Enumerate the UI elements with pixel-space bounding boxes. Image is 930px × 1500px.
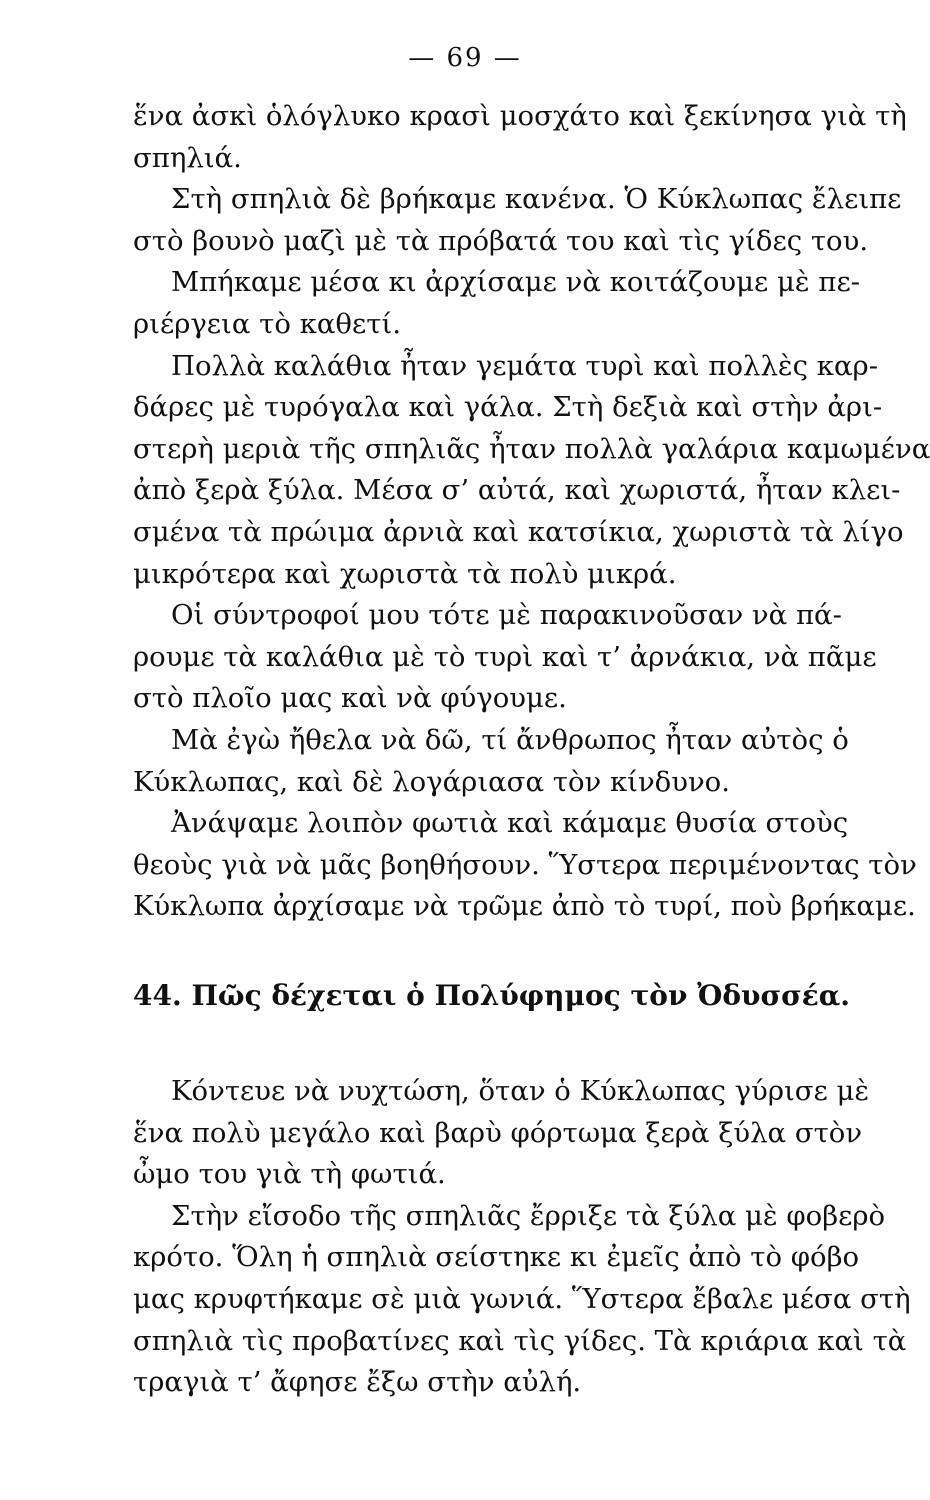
text-line: σμένα τὰ πρώιμα ἀρνιὰ καὶ κατσίκια, χωριστὰ τὰ λίγο — [133, 515, 904, 548]
section-heading: 44. Πῶς δέχεται ὁ Πολύφημος τὸν Ὀδυσσέα. — [133, 979, 851, 1012]
text-line: Κύκλωπας, καὶ δὲ λογάριασα τὸν κίνδυνο. — [133, 765, 730, 798]
text-line: στὸ βουνὸ μαζὶ μὲ τὰ πρόβατά του καὶ τὶς γίδες του. — [133, 224, 869, 257]
text-line: σπηλιὰ τὶς προβατίνες καὶ τὶς γίδες. Τὰ κριάρια καὶ τὰ — [133, 1324, 907, 1357]
text-line: Στὴν εἴσοδο τῆς σπηλιᾶς ἔρριξε τὰ ξύλα μὲ φοβερὸ — [171, 1199, 886, 1232]
text-section-1 — [133, 96, 930, 928]
text-line: Κόντευε νὰ νυχτώση, ὅταν ὁ Κύκλωπας γύρισε μὲ — [171, 1075, 870, 1107]
text-line: στὸ πλοῖο μας καὶ νὰ φύγουμε. — [133, 682, 567, 715]
page-number: — 69 — — [408, 43, 522, 73]
text-line: ὦμο του γιὰ τὴ φωτιά. — [133, 1158, 446, 1191]
text-line: ἕνα πολὺ μεγάλο καὶ βαρὺ φόρτωμα ξερὰ ξύλα στὸν — [133, 1116, 863, 1149]
text-line: μικρότερα καὶ χωριστὰ τὰ πολὺ μικρά. — [133, 557, 677, 590]
text-line: σπηλιά. — [133, 141, 242, 174]
text-line: θεοὺς γιὰ νὰ μᾶς βοηθήσουν. Ὕστερα περιμένοντας τὸν — [133, 848, 917, 881]
text-line: κρότο. Ὅλη ἡ σπηλιὰ σείστηκε κι ἐμεῖς ἀπὸ τὸ φόβο — [133, 1241, 860, 1274]
text-line: τραγιὰ τ’ ἄφησε ἔξω στὴν αὐλή. — [133, 1366, 582, 1399]
text-line: ἕνα ἀσκὶ ὁλόγλυκο κρασὶ μοσχάτο καὶ ξεκίνησα γιὰ τὴ — [133, 100, 907, 132]
text-line: ριέργεια τὸ καθετί. — [133, 307, 401, 340]
text-line: Πολλὰ καλάθια ἦταν γεμάτα τυρὶ καὶ πολλὲς καρ- — [171, 349, 878, 382]
text-line: ρουμε τὰ καλάθια μὲ τὸ τυρὶ καὶ τ’ ἀρνάκια, νὰ πᾶμε — [133, 640, 877, 673]
text-line: Μὰ ἐγὼ ἤθελα νὰ δῶ, τί ἄνθρωπος ἦταν αὐτὸς ὁ — [171, 723, 849, 756]
text-line: Ἀνάψαμε λοιπὸν φωτιὰ καὶ κάμαμε θυσία στοὺς — [171, 807, 849, 840]
text-line: Στὴ σπηλιὰ δὲ βρήκαμε κανένα. Ὁ Κύκλωπας ἔλειπε — [171, 183, 902, 216]
text-line: Κύκλωπα ἀρχίσαμε νὰ τρῶμε ἀπὸ τὸ τυρί, ποὺ βρήκαμε. — [133, 890, 916, 923]
text-line: στερὴ μεριὰ τῆς σπηλιᾶς ἦταν πολλὰ γαλάρια καμωμένα — [133, 432, 930, 465]
text-line: Μπήκαμε μέσα κι ἀρχίσαμε νὰ κοιτάζουμε μὲ πε- — [171, 266, 860, 299]
text-line: δάρες μὲ τυρόγαλα καὶ γάλα. Στὴ δεξιὰ καὶ στὴν ἀρι- — [133, 391, 883, 424]
text-line: μας κρυφτήκαμε σὲ μιὰ γωνιά. Ὕστερα ἔβαλε μέσα στὴ — [133, 1282, 911, 1315]
text-line: Οἱ σύντροφοί μου τότε μὲ παρακινοῦσαν νὰ πά- — [171, 599, 842, 632]
text-section-2 — [133, 1071, 911, 1404]
text-line: ἀπὸ ξερὰ ξύλα. Μέσα σ’ αὐτά, καὶ χωριστά, ἦταν κλει- — [133, 474, 901, 507]
